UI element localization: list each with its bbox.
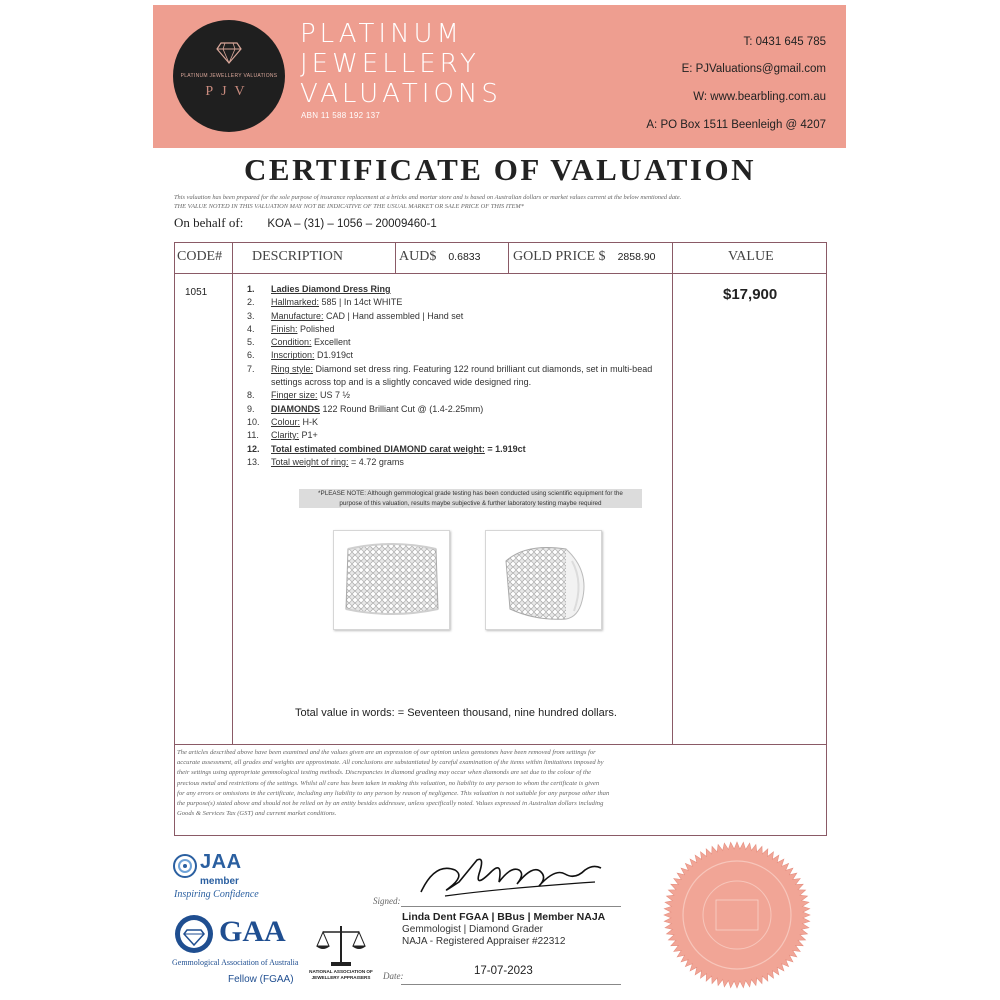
list-item: 3. Manufacture: CAD | Hand assembled | Hand set — [247, 310, 464, 321]
diamond-icon — [216, 42, 242, 64]
letterhead-band — [153, 5, 846, 148]
footnote-line: Goods & Services Tax (GST) and current market conditions. — [177, 810, 337, 818]
column-divider — [232, 243, 233, 744]
list-item: 8. Finger size: US 7 ½ — [247, 390, 351, 401]
gaa-full-name: Gemmological Association of Australia — [172, 958, 299, 967]
date-label: Date: — [383, 971, 404, 981]
list-item: 13. Total weight of ring: = 4.72 grams — [247, 456, 404, 467]
logo-monogram: PJV — [205, 84, 253, 99]
signer-registration: NAJA - Registered Appraiser #22312 — [402, 936, 566, 947]
list-item: 11. Clarity: P1+ — [247, 430, 318, 441]
gaa-fellow-label: Fellow (FGAA) — [228, 974, 294, 985]
signed-label: Signed: — [373, 896, 401, 906]
list-item: 7. Ring style: Diamond set dress ring. Featuring 122 round brilliant cut diamonds, set in multi-bead — [247, 363, 653, 374]
column-divider — [395, 243, 396, 274]
scales-of-justice-icon — [313, 922, 369, 968]
list-item: settings across top and is a slightly concaved wide designed ring. — [271, 377, 532, 388]
brand-line: JEWELLERY — [300, 49, 480, 79]
abn-number: ABN 11 588 192 137 — [301, 111, 381, 120]
certificate-title: CERTIFICATE OF VALUATION — [244, 152, 756, 187]
on-behalf-reference: KOA – (31) – 1056 – 20009460-1 — [267, 218, 437, 230]
valuation-table — [174, 242, 827, 836]
list-item: 5. Condition: Excellent — [247, 337, 351, 348]
on-behalf-label: On behalf of: — [174, 215, 244, 230]
list-item: 6. Inscription: D1.919ct — [247, 350, 354, 361]
list-item: 9. DIAMONDS 122 Round Brilliant Cut @ (1.4-2.25mm) — [247, 403, 484, 414]
contact-website: W: www.bearbling.com.au — [693, 91, 826, 103]
column-divider — [672, 243, 673, 744]
logo-ring-text: PLATINUM JEWELLERY VALUATIONS — [180, 73, 278, 79]
footnote-line: for any errors or omissions in the certificate, including any liability to any person by reason of negligence. This valuation is not suitable for any purpose other than — [177, 789, 610, 797]
header-value: VALUE — [728, 249, 774, 264]
header-code: CODE# — [177, 249, 223, 264]
jaa-tagline: Inspiring Confidence — [174, 889, 259, 900]
pjv-logo — [173, 20, 285, 132]
note-line: *PLEASE NOTE: Although gemmological grade testing has been conducted using scientific equipment for the — [318, 490, 623, 497]
gaa-logo: GAA — [219, 915, 286, 948]
testing-note — [299, 489, 642, 508]
contact-address: A: PO Box 1511 Beenleigh @ 4207 — [646, 119, 826, 131]
gold-price: 2858.90 — [617, 251, 656, 263]
total-value-in-words: Total value in words: = Seventeen thousand, nine hundred dollars. — [295, 707, 617, 719]
footnote-line: accurate assessment, all grades and weights are approximate. All conclusions are substantiated by careful examination of the items within limitations imposed by — [177, 759, 604, 767]
contact-email: E: PJValuations@gmail.com — [681, 63, 826, 75]
date-line — [401, 984, 621, 985]
ring-front-image — [334, 531, 450, 630]
gaa-emblem-icon — [173, 913, 215, 955]
list-item: 1. Ladies Diamond Dress Ring — [247, 284, 391, 294]
ring-side-image — [486, 531, 602, 630]
naja-logo-caption: NATIONAL ASSOCIATION OF JEWELLERY APPRAISERS — [309, 969, 373, 980]
aud-rate: 0.6833 — [448, 251, 481, 263]
signature-line — [401, 906, 621, 907]
on-behalf-of — [174, 215, 437, 231]
handwritten-signature — [415, 852, 605, 902]
terms-footnote — [175, 744, 826, 835]
signer-role: Gemmologist | Diamond Grader — [402, 924, 543, 935]
header-description: DESCRIPTION — [252, 249, 344, 264]
item-value: $17,900 — [723, 286, 778, 303]
table-header-row — [175, 243, 826, 274]
valuation-date: 17-07-2023 — [474, 965, 533, 977]
gold-label: GOLD PRICE $ — [513, 249, 606, 264]
note-line: purpose of this valuation, results maybe subjective & further laboratory testing maybe required — [339, 499, 602, 507]
brand-line: PLATINUM — [300, 19, 463, 49]
footnote-line: precious metal and restrictions of the settings. Whilst all care has been taken in making this valuation, no liability to any person to whom the certificate is given — [177, 779, 600, 787]
ring-photo-front — [333, 530, 450, 630]
valuation-disclaimer — [174, 193, 834, 211]
ring-photo-side — [485, 530, 602, 630]
signer-name: Linda Dent FGAA | BBus | Member NAJA — [402, 911, 606, 923]
list-item: 12. Total estimated combined DIAMOND carat weight: = 1.919ct — [247, 443, 526, 454]
list-item: 2. Hallmarked: 585 | In 14ct WHITE — [247, 297, 403, 308]
aud-label: AUD$ — [399, 249, 437, 264]
footnote-line: The articles described above have been examined and the values given are an expression of our opinion unless gemstones have been removed from settings for — [177, 749, 596, 756]
item-description-list — [247, 283, 652, 469]
list-item: 10. Colour: H-K — [247, 416, 319, 427]
header-gold-price — [513, 249, 656, 265]
footnote-line: the purpose(s) stated above and should not be relied on by an entity besides addressee, unless specifically noted. Values expressed in Australian dollars including — [177, 800, 604, 808]
footnote-line: their settings using appropriate gemmological testing methods. Discrepancies in diamond grading may occur when diamonds are set due to the colour of the — [177, 769, 592, 777]
jaa-globe-icon — [172, 853, 198, 879]
disclaimer-line: This valuation has been prepared for the sole purpose of insurance replacement at a bricks and mortar store and is based on Australian dollars or market values current at the below mentioned date. — [174, 194, 682, 201]
disclaimer-line: THE VALUE NOTED IN THIS VALUATION MAY NOT BE INDICATIVE OF THE USUAL MARKET OR SALE PRICE OF THIS ITEM* — [174, 203, 524, 210]
brand-line: VALUATIONS — [300, 79, 502, 109]
contact-phone: T: 0431 645 785 — [743, 36, 826, 48]
item-code: 1051 — [185, 287, 208, 298]
brand-name — [300, 19, 502, 109]
list-item: 4. Finish: Polished — [247, 323, 335, 334]
jaa-member-label: member — [200, 876, 239, 887]
header-aud — [399, 249, 480, 265]
jaa-logo: JAA — [200, 851, 242, 873]
embossed-seal — [662, 840, 812, 990]
column-divider — [508, 243, 509, 274]
